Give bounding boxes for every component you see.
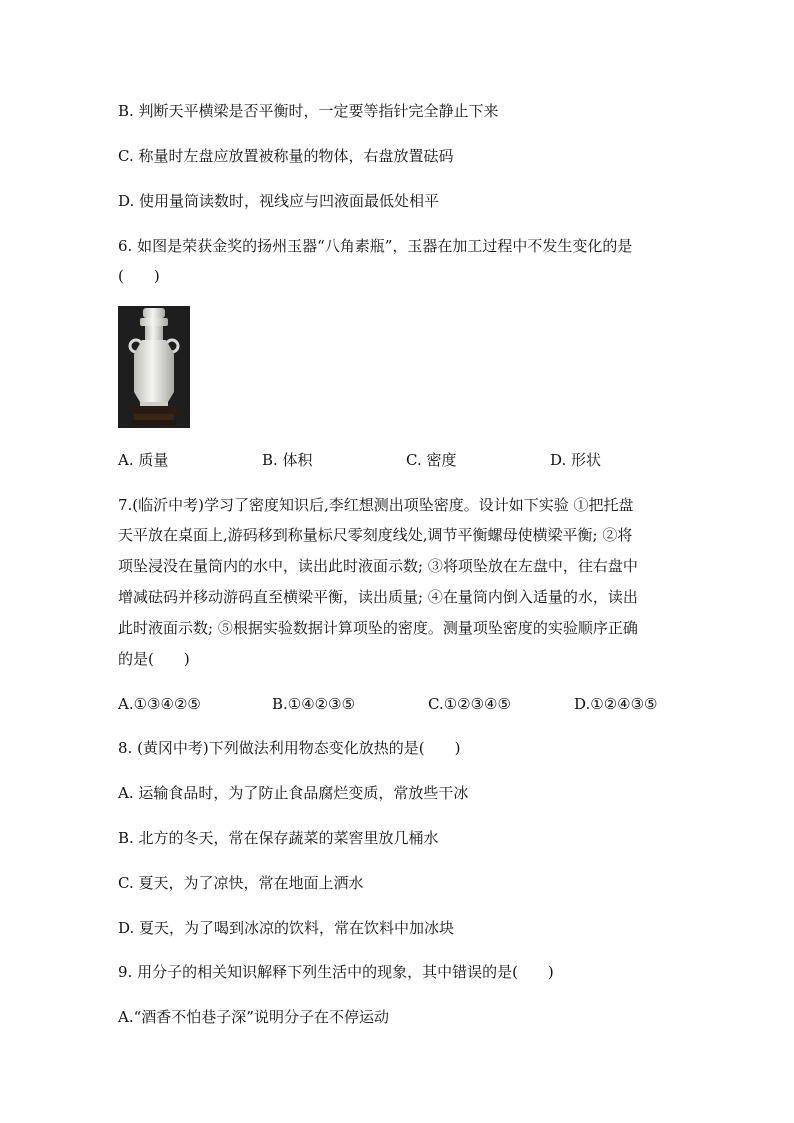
q9-stem: 9. 用分子的相关知识解释下列生活中的现象，其中错误的是( ) <box>118 963 554 981</box>
q5-option-c: C. 称量时左盘应放置被称量的物体，右盘放置砝码 <box>118 147 454 165</box>
q6-option-a: A. 质量 <box>118 451 169 469</box>
q8-option-b: B. 北方的冬天，常在保存蔬菜的菜窖里放几桶水 <box>118 829 439 847</box>
q7-line-1: 7.(临沂中考)学习了密度知识后,李红想测出项坠密度。设计如下实验 ①把托盘 <box>118 496 634 514</box>
q5-option-d: D. 使用量筒读数时，视线应与凹液面最低处相平 <box>118 192 440 210</box>
q6-option-d: D. 形状 <box>550 451 602 469</box>
q7-option-d: D.①②④③⑤ <box>574 695 658 713</box>
jade-vase-image <box>118 306 190 428</box>
q6-stem: 6. 如图是荣获金奖的扬州玉器“八角素瓶”，玉器在加工过程中不发生变化的是 <box>118 237 633 255</box>
q7-line-2: 天平放在桌面上,游码移到称量标尺零刻度线处,调节平衡螺母使横梁平衡; ②将 <box>118 526 633 544</box>
q6-answer-bracket: ( ) <box>118 267 160 285</box>
q8-option-d: D. 夏天，为了喝到冰凉的饮料，常在饮料中加冰块 <box>118 919 455 937</box>
q8-option-c: C. 夏天，为了凉快，常在地面上洒水 <box>118 874 364 892</box>
q7-option-c: C.①②③④⑤ <box>428 695 511 713</box>
q8-option-a: A. 运输食品时，为了防止食品腐烂变质，常放些干冰 <box>118 784 469 802</box>
q7-line-5: 此时液面示数; ⑤根据实验数据计算项坠的密度。测量项坠密度的实验顺序正确 <box>118 619 638 637</box>
q7-line-3: 项坠浸没在量筒内的水中，读出此时液面示数; ③将项坠放在左盘中，往右盘中 <box>118 557 638 575</box>
q7-option-a: A.①③④②⑤ <box>118 695 201 713</box>
q6-option-c: C. 密度 <box>406 451 457 469</box>
q7-line-4: 增减砝码并移动游码直至横梁平衡，读出质量; ④在量筒内倒入适量的水，读出 <box>118 588 638 606</box>
q8-stem: 8. (黄冈中考)下列做法利用物态变化放热的是( ) <box>118 739 461 757</box>
q9-option-a: A.“酒香不怕巷子深”说明分子在不停运动 <box>118 1008 389 1026</box>
q6-option-b: B. 体积 <box>262 451 313 469</box>
q7-line-6: 的是( ) <box>118 650 190 668</box>
jade-vase-illustration <box>118 306 190 428</box>
q5-option-b: B. 判断天平横梁是否平衡时，一定要等指针完全静止下来 <box>118 102 499 120</box>
q7-option-b: B.①④②③⑤ <box>272 695 356 713</box>
